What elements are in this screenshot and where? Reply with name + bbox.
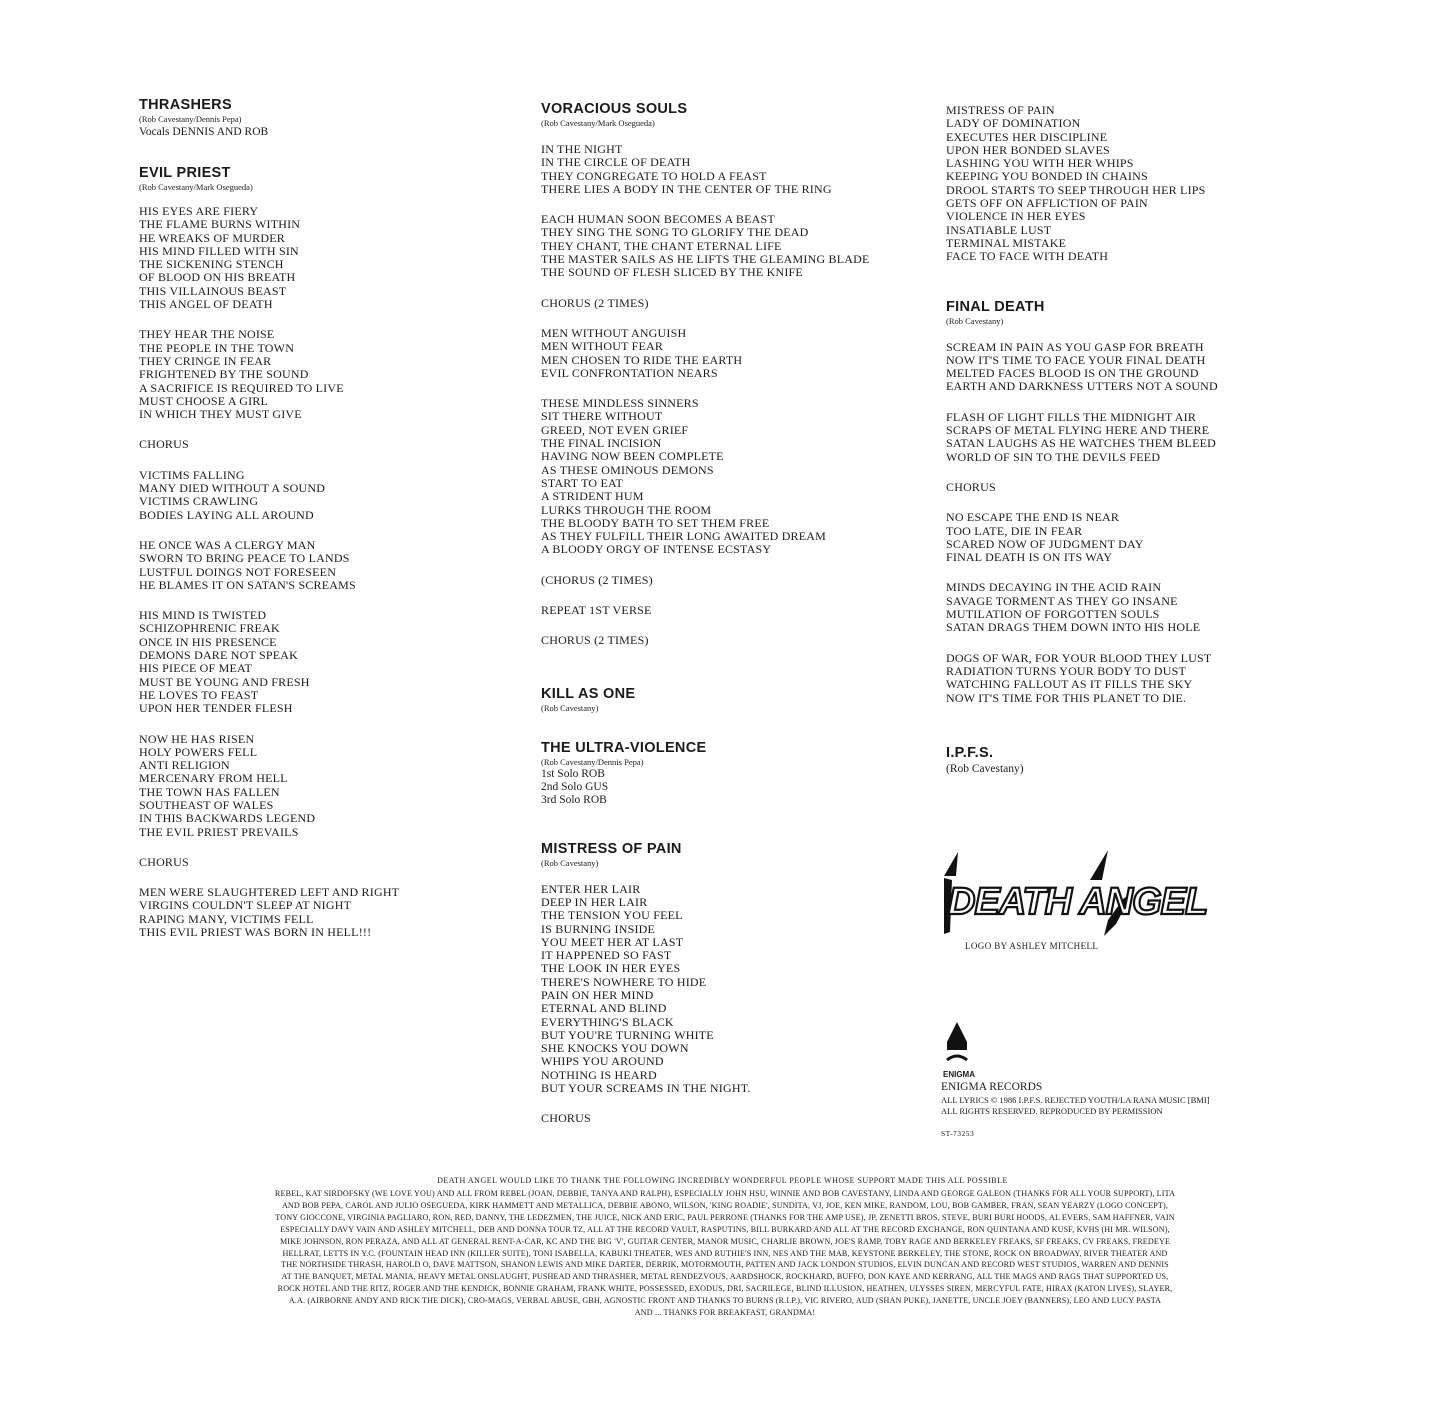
stanza-gap: [541, 380, 921, 397]
lyric-line: MEN WITHOUT FEAR: [541, 339, 664, 354]
lyric-line: A BLOODY ORGY OF INTENSE ECSTASY: [541, 542, 772, 557]
lyric-line: TERMINAL MISTAKE: [946, 235, 1067, 250]
song-title: THRASHERS: [139, 97, 232, 113]
stanza: [139, 609, 469, 715]
lyric-line: THE BLOODY BATH TO SET THEM FREE: [541, 515, 770, 530]
lyric-line: ETERNAL AND BLIND: [541, 1001, 667, 1016]
lyric-line: MEN WITHOUT ANGUISH: [541, 325, 687, 340]
lyric-line: THE FLAME BURNS WITHIN: [139, 217, 301, 232]
song-title: THE ULTRA-VIOLENCE: [541, 739, 707, 756]
lyric-line: PAIN ON HER MIND: [541, 987, 654, 1002]
song-evil-priest: [139, 165, 469, 939]
stanza-gap: [541, 587, 921, 604]
lyric-line: TOO LATE, DIE IN FEAR: [946, 523, 1083, 538]
lyric-line: START TO EAT: [541, 475, 624, 490]
thanks-line: ESPECIALLY DAVY VAIN AND ASHLEY MITCHELL, DEB AND DONNA TOUR TZ, ALL AT THE RECORD VAULT, RASPUTINS, BILL BURKARD AND ALL AT THE RECORD EXCHANGE, RON QUINTANA AND KUSF, KVHS (HI MR. WILSON),: [280, 1224, 1170, 1234]
stanza: [946, 411, 1296, 464]
lyric-line: SWORN TO BRING PEACE TO LANDS: [139, 551, 350, 566]
thanks-line: REBEL, KAT SIRDOFSKY (WE LOVE YOU) AND ALL FROM REBEL (JOAN, DEBBIE, TANYA AND RALPH), ESPECIALLY JOHN HSU, WINNIE AND BOB CAVESTANY, LINDA AND GEORGE GALEON (THANKS FOR ALL YOUR SUPPORT), LITA: [274, 1189, 1176, 1198]
song-credit: (Rob Cavestany/Dennis Pepa): [541, 756, 644, 767]
lyric-line: GREED, NOT EVEN GRIEF: [541, 422, 689, 437]
lyric-line: LADY OF DOMINATION: [946, 116, 1081, 131]
stanza-gap: [946, 564, 1296, 581]
stanza: [139, 469, 469, 522]
lyric-line: THE TOWN HAS FALLEN: [139, 784, 280, 799]
stanza: [541, 213, 921, 279]
song-credit: (Rob Cavestany): [541, 702, 599, 713]
stanza: [541, 327, 921, 380]
stanza-gap: [139, 839, 469, 856]
song-ultra-violence: [541, 740, 921, 807]
lyric-line: THESE MINDLESS SINNERS: [541, 396, 699, 411]
song-title: EVIL PRIEST: [139, 165, 231, 181]
thanks-line: AND BOB PEPA, CAROL AND JULIO OSEGUEDA, KIRK HAMMETT AND METALLICA, DEBBIE ABONO, WILSON, 'KING ROADIE', SUNDITA, VJ, JOE, KEN MIKE, RANDOM, LOU, BOB GAMBER, FRAN, SEAN YEARZY (LOGO CONCEPT),: [281, 1200, 1169, 1210]
column-right: [946, 104, 1296, 776]
record-label-name: ENIGMA RECORDS: [941, 1081, 1043, 1093]
lyric-line: LASHING YOU WITH HER WHIPS: [946, 156, 1134, 171]
song-voracious-souls: [541, 101, 921, 648]
lyric-line: THEY SING THE SONG TO GLORIFY THE DEAD: [541, 225, 809, 240]
lyric-line: THE SOUND OF FLESH SLICED BY THE KNIFE: [541, 265, 803, 280]
lyric-line: A STRIDENT HUM: [541, 489, 644, 504]
song-kill-as-one: [541, 686, 921, 714]
lyric-line: FACE TO FACE WITH DEATH: [946, 249, 1109, 264]
thanks-line: HELLRAT, LETTS IN Y.C. (FOUNTAIN HEAD INN (KILLER SUITE), TONI ISABELLA, KABUKI THEATER, WES AND RUTHIE'S INN, NES AND THE MAB, KEYSTONE BERKELEY, THE STONE, ROCK ON BROADWAY, RIVER THEATER AND: [282, 1248, 1168, 1258]
lyric-line: IN THE NIGHT: [541, 142, 623, 156]
lyric-line: THERE LIES A BODY IN THE CENTER OF THE RING: [541, 181, 832, 196]
stanza: [139, 856, 469, 869]
lyric-line: OF BLOOD ON HIS BREATH: [139, 270, 296, 285]
lyric-line: THE EVIL PRIEST PREVAILS: [139, 824, 299, 839]
lyric-line: FRIGHTENED BY THE SOUND: [139, 367, 309, 382]
stanza: [946, 104, 1296, 264]
song-credit: (Rob Cavestany): [541, 857, 599, 868]
stanza: [139, 733, 469, 839]
lyric-line: HAVING NOW BEEN COMPLETE: [541, 449, 724, 464]
stanza-gap: [541, 557, 921, 574]
stanza-gap: [139, 592, 469, 609]
lyric-line: THERE'S NOWHERE TO HIDE: [541, 974, 707, 989]
lyric-line: NOW IT'S TIME FOR THIS PLANET TO DIE.: [946, 690, 1187, 705]
stanza: [541, 143, 921, 196]
lyric-line: NOTHING IS HEARD: [541, 1067, 657, 1082]
lyric-line: SOUTHEAST OF WALES: [139, 797, 274, 812]
lyric-line: ANTI RELIGION: [139, 758, 230, 773]
stanza-gap: [541, 1095, 921, 1112]
lyrics-block: [946, 341, 1296, 705]
lyric-line: HE LOVES TO FEAST: [139, 687, 259, 702]
song-credit: (Rob Cavestany): [946, 315, 1004, 326]
song-credit: (Rob Cavestany/Mark Osegueda): [139, 182, 253, 192]
lyric-line: YOU MEET HER AT LAST: [541, 934, 684, 949]
death-angel-logo: [940, 850, 1208, 938]
lyric-line: HE BLAMES IT ON SATAN'S SCREAMS: [139, 577, 356, 592]
thanks-line: MIKE JOHNSON, RON PERAZA, AND ALL AT GENERAL RENT-A-CAR, KC AND THE BIG 'V', GUITAR CENTER, MANOR MUSIC, CHARLIE BROWN, JOE'S RAMP, TOBY RAGE AND BERKELEY FREAKS, SF FREAKS, CV FREAKS, FREDEYE: [279, 1236, 1171, 1246]
lyric-line: MUTILATION OF FORGOTTEN SOULS: [946, 607, 1160, 622]
vocals-note: Vocals DENNIS AND ROB: [139, 126, 269, 138]
lyric-line: IT HAPPENED SO FAST: [541, 948, 672, 963]
stanza-gap: [541, 280, 921, 297]
stanza: [541, 634, 921, 647]
thanks-line: ROCK HOTEL AND THE RITZ, ROGER AND THE KENDICK, BONNIE GRAHAM, FRANK WHITE, POSSESSED, EXODUS, DRI, SACRILEGE, BLIND ILLUSION, HEATHEN, ULYSSES SIREN, MERCYFUL FATE, HIRAX (KATON LIVES), SLAYER,: [277, 1284, 1173, 1294]
lyric-line: WHIPS YOU AROUND: [541, 1054, 664, 1069]
lyric-line: SATAN DRAGS THEM DOWN INTO HIS HOLE: [946, 620, 1201, 635]
lyric-line: MELTED FACES BLOOD IS ON THE GROUND: [946, 366, 1199, 381]
song-title: I.P.F.S.: [946, 744, 994, 761]
lyric-line: KEEPING YOU BONDED IN CHAINS: [946, 169, 1148, 184]
thanks-line: AND ... THANKS FOR BREAKFAST, GRANDMA!: [634, 1308, 816, 1318]
lyric-line: THEY CRINGE IN FEAR: [139, 353, 272, 368]
lyric-line: SCHIZOPHRENIC FREAK: [139, 621, 280, 636]
logo-lettering: DEATH ANGEL: [948, 881, 1208, 923]
lyric-line: NOW HE HAS RISEN: [139, 731, 255, 746]
lyric-line: MANY DIED WITHOUT A SOUND: [139, 481, 326, 496]
lyric-line: SCARED NOW OF JUDGMENT DAY: [946, 536, 1144, 551]
lyric-line: FLASH OF LIGHT FILLS THE MIDNIGHT AIR: [946, 409, 1197, 424]
lyric-line: THE MASTER SAILS AS HE LIFTS THE GLEAMING BLADE: [541, 252, 870, 267]
song-title: VORACIOUS SOULS: [541, 101, 688, 117]
stanza: [139, 328, 469, 421]
lyric-line: SHE KNOCKS YOU DOWN: [541, 1041, 689, 1056]
lyric-line: MUST BE YOUNG AND FRESH: [139, 674, 310, 689]
lyric-line: BUT YOU'RE TURNING WHITE: [541, 1027, 714, 1042]
column-left: [139, 97, 469, 939]
lyric-line: WATCHING FALLOUT AS IT FILLS THE SKY: [946, 677, 1193, 692]
lyric-line: BODIES LAYING ALL AROUND: [139, 507, 314, 522]
lyric-line: GETS OFF ON AFFLICTION OF PAIN: [946, 196, 1148, 211]
lyric-line: INSATIABLE LUST: [946, 222, 1052, 237]
death-angel-logo-icon: [940, 850, 1208, 938]
stanza: [946, 481, 1296, 494]
stanza: [541, 297, 921, 310]
stanza: [139, 886, 469, 939]
stanza: [139, 205, 469, 311]
thanks-line: A.A. (AIRBORNE ANDY AND RICK THE DICK), CRO-MAGS, VERBAL ABUSE, GBH, AGNOSTIC FRONT AND THANKS TO BURNS (R.I.P.), VIC RIVERO, AUD (SHAN PUKE), JANETTE, UNCLE JOEY (BANNERS), LEO AND LUCY PASTA: [288, 1296, 1162, 1306]
solo-credit: 1st Solo ROB: [541, 767, 605, 780]
song-mistress-of-pain: [541, 841, 921, 1126]
lyric-line: MINDS DECAYING IN THE ACID RAIN: [946, 580, 1162, 595]
lyric-line: THEY HEAR THE NOISE: [139, 327, 275, 342]
lyric-line: LURKS THROUGH THE ROOM: [541, 502, 712, 517]
lyric-line: HE ONCE WAS A CLERGY MAN: [139, 537, 316, 552]
lyric-line: SATAN LAUGHS AS HE WATCHES THEM BLEED: [946, 436, 1217, 451]
lyric-line: EARTH AND DARKNESS UTTERS NOT A SOUND: [946, 379, 1218, 394]
lyrics-block: [139, 205, 469, 939]
lyric-line: THIS VILLAINOUS BEAST: [139, 283, 287, 298]
stanza-gap: [946, 394, 1296, 411]
lyric-line: THEY CONGREGATE TO HOLD A FEAST: [541, 168, 767, 183]
stanza-gap: [946, 464, 1296, 481]
lyric-line: EACH HUMAN SOON BECOMES A BEAST: [541, 212, 775, 227]
lyric-line: CHORUS (2 TIMES): [541, 633, 649, 648]
song-credit: (Rob Cavestany): [946, 762, 1024, 775]
lyric-line: HIS EYES ARE FIERY: [139, 204, 259, 218]
lyric-line: SAVAGE TORMENT AS THEY GO INSANE: [946, 593, 1178, 608]
lyric-line: AS THESE OMINOUS DEMONS: [541, 462, 714, 477]
lyrics-block: [946, 104, 1296, 264]
stanza-gap: [139, 421, 469, 438]
lyric-line: HOLY POWERS FELL: [139, 744, 258, 759]
lyric-line: MEN CHOSEN TO RIDE THE EARTH: [541, 352, 743, 367]
rights-line: ALL RIGHTS RESERVED. REPRODUCED BY PERMISSION: [941, 1106, 1163, 1116]
lyric-line: IN THE CIRCLE OF DEATH: [541, 155, 691, 170]
solo-credit: 2nd Solo GUS: [541, 780, 609, 793]
enigma-label-text: ENIGMA: [943, 1070, 975, 1079]
lyric-line: CHORUS: [139, 437, 189, 452]
lyric-line: AS THEY FULFILL THEIR LONG AWAITED DREAM: [541, 529, 827, 544]
stanza-gap: [541, 310, 921, 327]
lyric-line: CHORUS: [139, 854, 189, 869]
lyric-line: THEY CHANT, THE CHANT ETERNAL LIFE: [541, 238, 782, 253]
lyric-line: EXECUTES HER DISCIPLINE: [946, 129, 1108, 144]
lyric-line: CHORUS: [541, 1111, 591, 1126]
lyric-line: SIT THERE WITHOUT: [541, 409, 663, 424]
thanks-heading: DEATH ANGEL WOULD LIKE TO THANK THE FOLLOWING INCREDIBLY WONDERFUL PEOPLE WHOSE SUPPORT MADE THIS ALL POSSIBLE: [437, 1176, 1008, 1185]
song-title: KILL AS ONE: [541, 685, 636, 702]
stanza-gap: [139, 522, 469, 539]
lyric-line: VIOLENCE IN HER EYES: [946, 209, 1086, 224]
lyric-line: CHORUS: [946, 479, 996, 494]
stanza: [946, 581, 1296, 634]
song-title: FINAL DEATH: [946, 298, 1045, 315]
lyric-line: RAPING MANY, VICTIMS FELL: [139, 911, 314, 926]
catalog-number: ST-73253: [941, 1129, 975, 1138]
stanza-gap: [139, 311, 469, 328]
lyric-line: DOGS OF WAR, FOR YOUR BLOOD THEY LUST: [946, 650, 1212, 665]
song-ipfs: [946, 745, 1296, 776]
stanza: [946, 341, 1296, 394]
thanks-line: THE NORTHSIDE THRASH, HAROLD O, DAVE MATTSON, SHANON LEWIS AND MIKE DARTER, DERRIK, MOTORMOUTH, PATTEN AND JACK LONDON STUDIOS, ELVIN DUNCAN AND RECORD WEST STUDIOS, WARREN AND DENNIS: [281, 1260, 1169, 1270]
lyric-line: REPEAT 1ST VERSE: [541, 603, 652, 618]
lyric-line: MISTRESS OF PAIN: [946, 103, 1055, 117]
lyric-line: MUST CHOOSE A GIRL: [139, 393, 269, 408]
lyric-line: THE TENSION YOU FEEL: [541, 908, 683, 923]
lyric-line: THE LOOK IN HER EYES: [541, 961, 681, 976]
lyric-line: NOW IT'S TIME TO FACE YOUR FINAL DEATH: [946, 352, 1206, 367]
lyric-line: IN WHICH THEY MUST GIVE: [139, 407, 302, 422]
thanks-line: AT THE BANQUET, METAL MANIA, HEAVY METAL ONSLAUGHT, PUSHEAD AND THRASHER, METAL RENDEZVOUS, AARDSHOCK, ROCKHARD, BUFFO, DON KAYE AND KERRANG, ALL THE MAGS AND RAGS THAT SUPPORTED US,: [281, 1272, 1169, 1282]
lyric-line: VICTIMS CRAWLING: [139, 494, 259, 509]
lyric-line: LUSTFUL DOINGS NOT FORESEEN: [139, 564, 337, 579]
stanza: [946, 511, 1296, 564]
rights-line: ALL LYRICS © 1986 I.P.F.S. REJECTED YOUTH/LA RANA MUSIC [BMI]: [941, 1095, 1210, 1105]
lyric-line: UPON HER TENDER FLESH: [139, 701, 293, 716]
lyric-line: CHORUS (2 TIMES): [541, 295, 649, 310]
lyric-line: ONCE IN HIS PRESENCE: [139, 634, 277, 649]
lyric-line: EVERYTHING'S BLACK: [541, 1014, 674, 1029]
song-title: MISTRESS OF PAIN: [541, 840, 682, 857]
lyric-line: DEMONS DARE NOT SPEAK: [139, 648, 298, 663]
lyrics-block: [541, 143, 921, 648]
lyric-line: A SACRIFICE IS REQUIRED TO LIVE: [139, 380, 344, 395]
lyric-line: MERCENARY FROM HELL: [139, 771, 288, 786]
lyric-line: DEEP IN HER LAIR: [541, 894, 648, 909]
lyric-line: EVIL CONFRONTATION NEARS: [541, 365, 718, 380]
lyrics-block: [541, 883, 921, 1126]
song-final-death: [946, 299, 1296, 705]
stanza-gap: [541, 617, 921, 634]
lyric-line: IN THIS BACKWARDS LEGEND: [139, 811, 316, 826]
stanza: [541, 574, 921, 587]
song-thrashers: [139, 97, 469, 139]
lyric-line: THE SICKENING STENCH: [139, 257, 284, 272]
stanza: [139, 539, 469, 592]
lyric-line: FINAL DEATH IS ON ITS WAY: [946, 550, 1113, 565]
lyric-line: UPON HER BONDED SLAVES: [946, 142, 1110, 157]
song-credit: (Rob Cavestany/Mark Osegueda): [541, 118, 655, 128]
stanza: [541, 883, 921, 1096]
lyric-line: MEN WERE SLAUGHTERED LEFT AND RIGHT: [139, 885, 400, 900]
lyric-line: WORLD OF SIN TO THE DEVILS FEED: [946, 449, 1161, 464]
stanza-gap: [139, 869, 469, 886]
logo-credit: LOGO BY ASHLEY MITCHELL: [965, 941, 1099, 951]
column-middle: [541, 101, 921, 1126]
lyric-line: THE PEOPLE IN THE TOWN: [139, 340, 295, 355]
stanza-gap: [139, 452, 469, 469]
lyric-line: RADIATION TURNS YOUR BODY TO DUST: [946, 663, 1187, 678]
thanks-list: [135, 1188, 1315, 1319]
lyric-line: ENTER HER LAIR: [541, 881, 641, 896]
lyric-line: VICTIMS FALLING: [139, 467, 245, 482]
stanza: [946, 652, 1296, 705]
stanza-gap: [139, 716, 469, 733]
stanza: [139, 438, 469, 451]
stanza-gap: [946, 494, 1296, 511]
song-credit: (Rob Cavestany/Dennis Pepa): [139, 114, 242, 124]
lyric-line: BUT YOUR SCREAMS IN THE NIGHT.: [541, 1081, 751, 1096]
lyric-line: VIRGINS COULDN'T SLEEP AT NIGHT: [139, 898, 352, 913]
stanza-gap: [946, 635, 1296, 652]
lyric-line: (CHORUS (2 TIMES): [541, 572, 653, 587]
lyric-line: HIS MIND FILLED WITH SIN: [139, 243, 299, 258]
lyric-line: SCRAPS OF METAL FLYING HERE AND THERE: [946, 423, 1210, 438]
stanza: [541, 1112, 921, 1125]
lyric-line: IS BURNING INSIDE: [541, 921, 656, 936]
lyric-line: HE WREAKS OF MURDER: [139, 230, 285, 245]
stanza-gap: [541, 196, 921, 213]
rights-notice: [941, 1095, 1210, 1117]
lyric-line: HIS MIND IS TWISTED: [139, 608, 267, 623]
lyric-line: SCREAM IN PAIN AS YOU GASP FOR BREATH: [946, 339, 1204, 354]
lyric-line: HIS PIECE OF MEAT: [139, 661, 253, 676]
lyric-line: NO ESCAPE THE END IS NEAR: [946, 510, 1120, 525]
stanza: [541, 604, 921, 617]
enigma-label-icon: [943, 1020, 971, 1068]
stanza: [541, 397, 921, 557]
lyric-line: DROOL STARTS TO SEEP THROUGH HER LIPS: [946, 182, 1206, 197]
thanks-line: TONY GIOCCONE, VIRGINIA PAGLIARO, RON, RED, DANNY, THE LEDEZMEN, THE JUICE, NICK AND ERIC, PAUL PERRONE (THANKS FOR THE AMP USE), JP, ZENETTI BROS, STEVE, BURI BURI HOODS, AL EVERS, SAM HAFFNER, VAIN: [275, 1212, 1175, 1222]
lyric-line: THIS EVIL PRIEST WAS BORN IN HELL!!!: [139, 925, 372, 940]
lyric-line: THIS ANGEL OF DEATH: [139, 297, 273, 312]
lyric-line: THE FINAL INCISION: [541, 436, 662, 451]
solo-credit: 3rd Solo ROB: [541, 793, 607, 806]
